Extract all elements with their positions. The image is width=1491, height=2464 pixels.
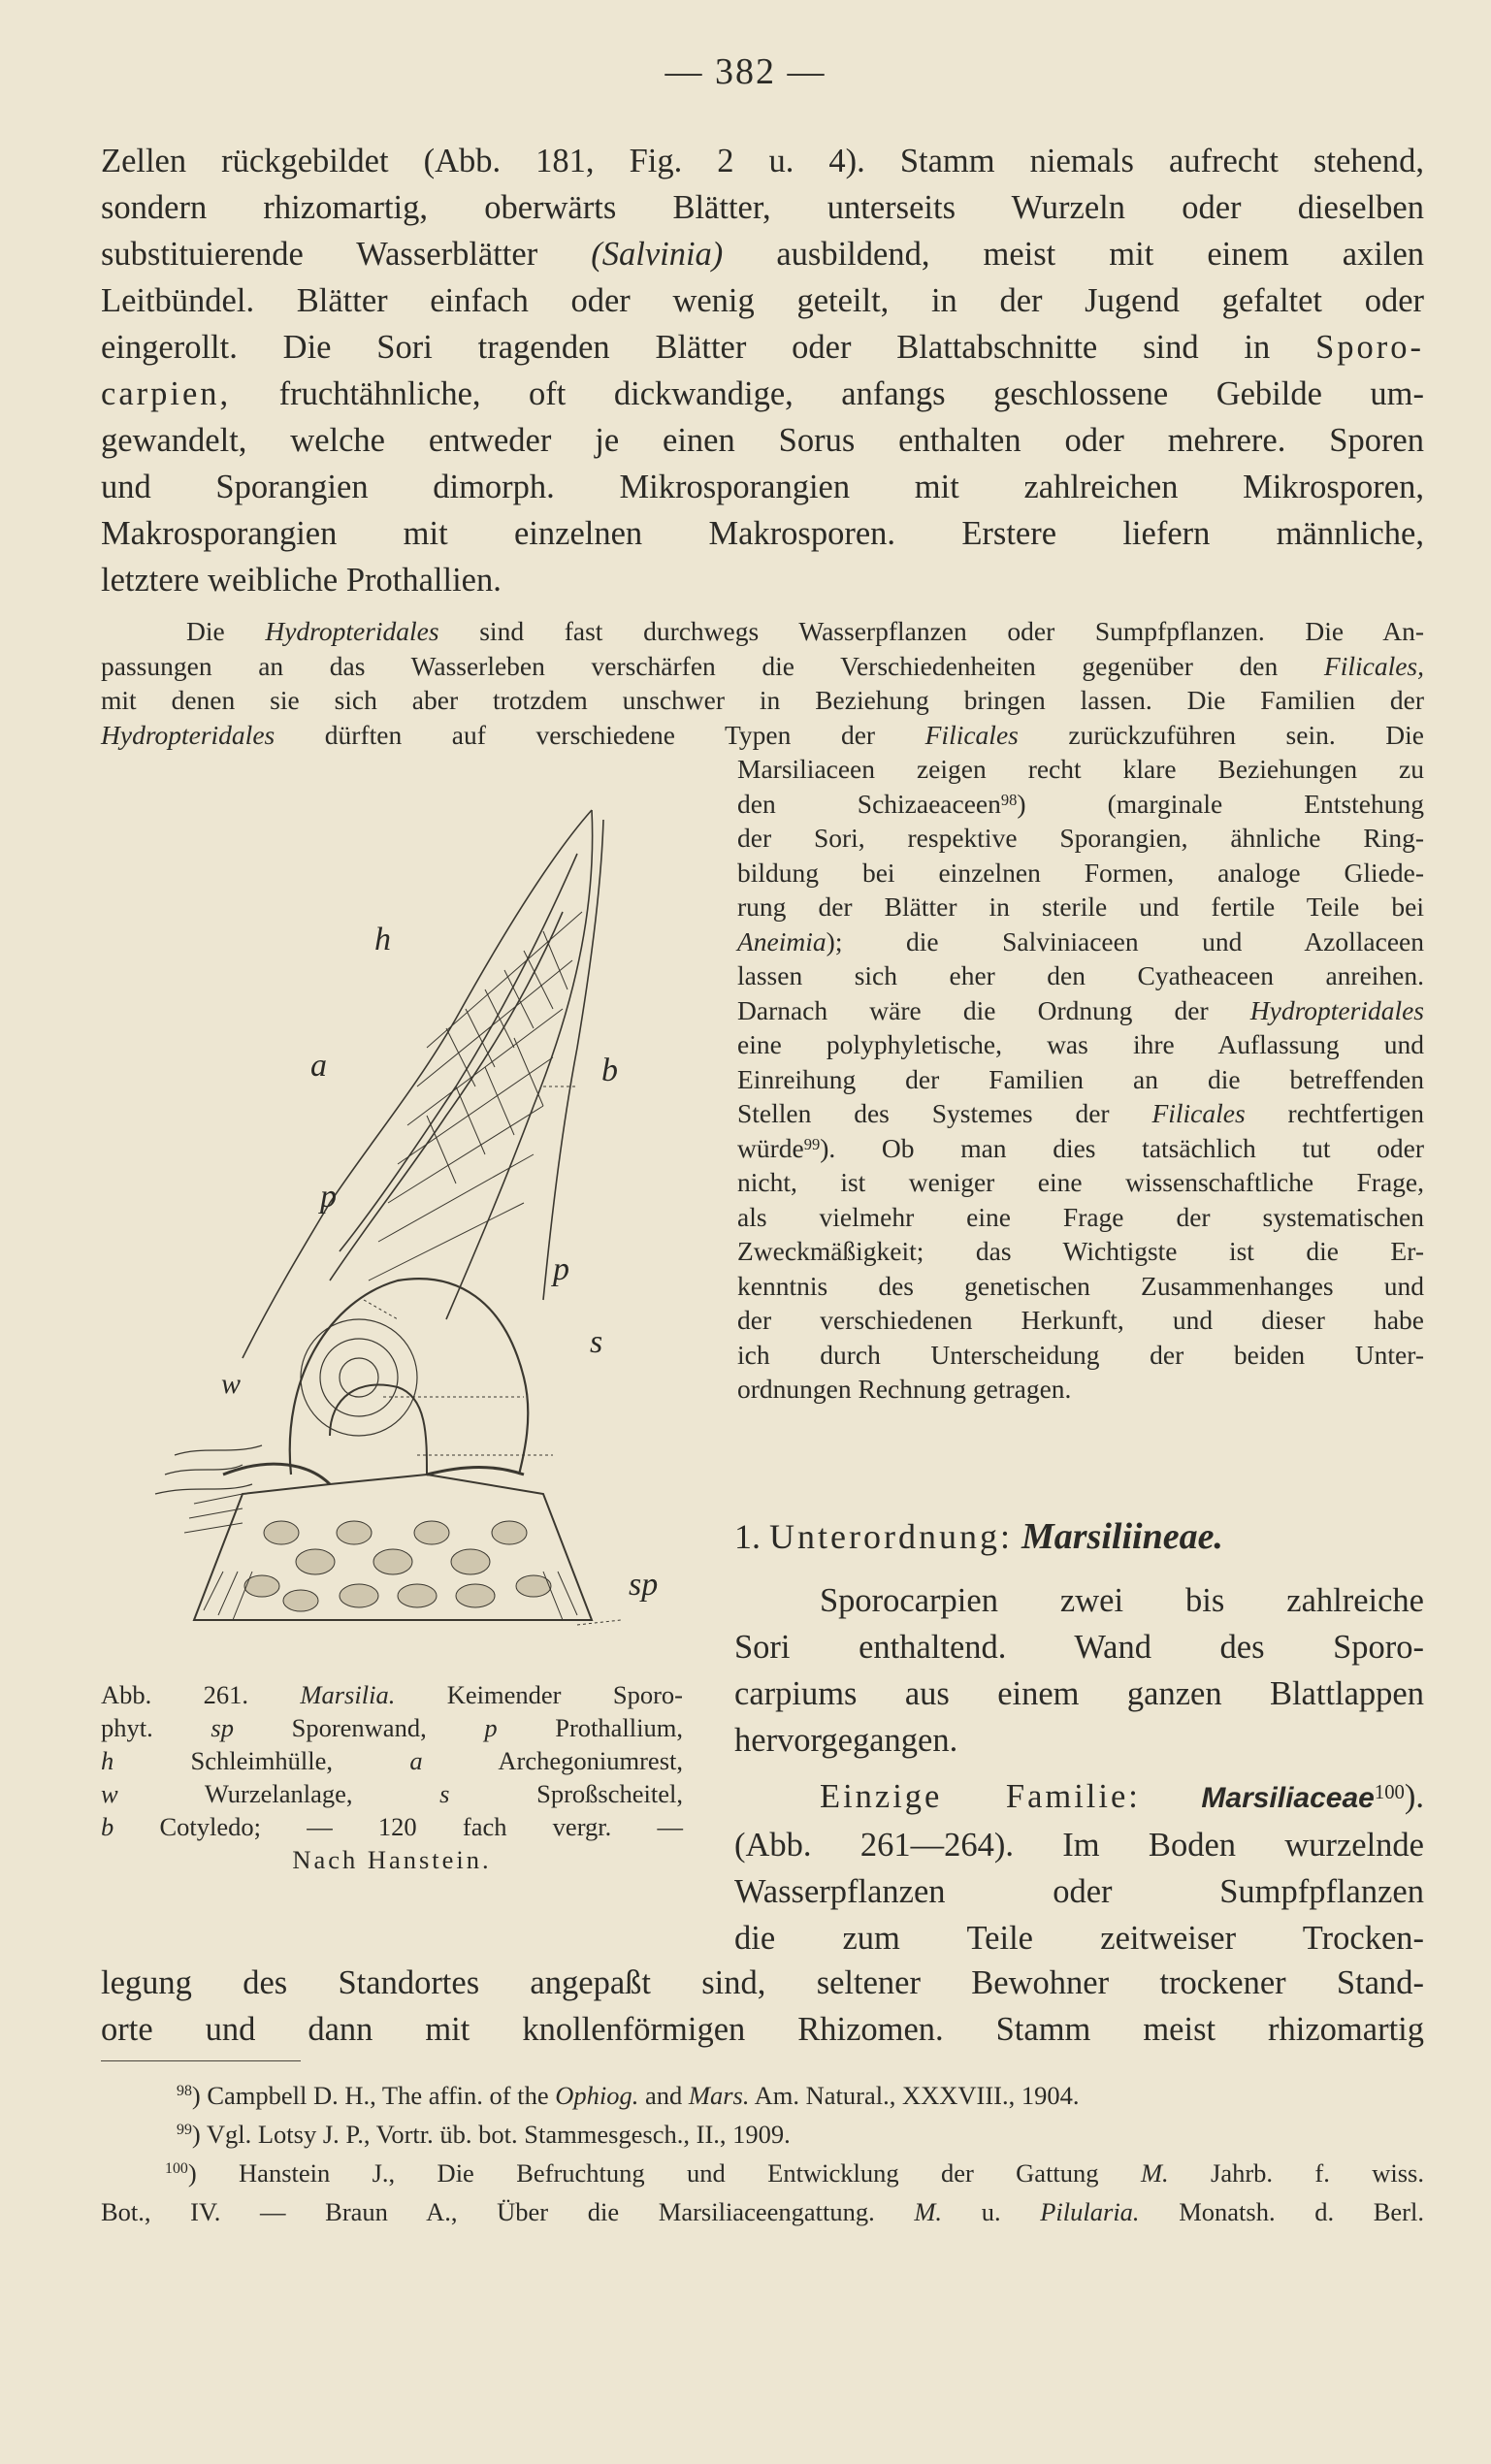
text-line: substituierende Wasserblätter (Salvinia) ausbildend, meist mit einem axilen (101, 236, 1425, 273)
footnote-100: $^{100}$) Hanstein J., Die Befruchtung und Entwicklung der Gattung M. Jahrb. f. wiss. (165, 2158, 1424, 2188)
figure-marsilia-sporophyte (136, 795, 679, 1639)
caption-line: phyt. sp Sporenwand, p Prothallium, (101, 1713, 683, 1742)
text-line: gewandelt, welche entweder je einen Sorus enthalten oder mehrere. Sporen (101, 422, 1424, 459)
small-line: rung der Blätter in sterile und fertile Teile bei (737, 892, 1424, 922)
small-line: eine polyphyletische, was ihre Auflassung und (737, 1029, 1424, 1059)
figure-caption (101, 1678, 683, 1876)
label-p-left: p (320, 1179, 337, 1215)
label-sp: sp (629, 1567, 659, 1603)
small-line: passungen an das Wasserleben verschärfen die Verschiedenheiten gegenüber den Filicales, (101, 650, 1424, 681)
small-line: ich durch Unterscheidung der beiden Unter- (737, 1339, 1424, 1370)
text-line: und Sporangien dimorph. Mikrosporangien mit zahlreichen Mikrosporen, (101, 469, 1424, 505)
footnote-99: $^{99}$) Vgl. Lotsy J. P., Vortr. üb. bot. Stammesgesch., II., 1909. (177, 2120, 791, 2149)
text-line: Sori enthaltend. Wand des Sporo- (734, 1629, 1424, 1666)
small-line: Marsiliaceen zeigen recht klare Beziehungen zu (737, 754, 1424, 784)
text-line: carpiums aus einem ganzen Blattlappen (734, 1675, 1424, 1712)
text-line: eingerollt. Die Sori tragenden Blätter oder Blattabschnitte sind in Sporo- (101, 329, 1424, 366)
small-line: als vielmehr eine Frage der systematischen (737, 1201, 1424, 1232)
section-heading: 1. Unterordnung: Marsiliineae. (734, 1516, 1223, 1557)
marsilia-illustration (136, 795, 679, 1639)
text-line: Makrosporangien mit einzelnen Makrosporen. Erstere liefern männliche, (101, 515, 1424, 552)
section-right-column (734, 1513, 1424, 1961)
text-line: die zum Teile zeitweiser Trocken- (734, 1920, 1424, 1957)
small-line: Aneimia); die Salviniaceen und Azollaceen (737, 925, 1424, 956)
label-a: a (310, 1048, 327, 1084)
small-line: Darnach wäre die Ordnung der Hydropteridales (737, 994, 1424, 1025)
small-line: Hydropteridales dürften auf verschiedene Typen der Filicales zurückzuführen sein. Die (101, 719, 1424, 750)
small-paragraph (101, 614, 1424, 752)
small-line: Die Hydropteridales sind fast durchwegs Wasserpflanzen oder Sumpfpflanzen. Die An- (186, 616, 1424, 646)
caption-line: Abb. 261. Marsilia. Keimender Sporo- (101, 1680, 683, 1709)
cotyledon-outline (243, 810, 592, 1358)
label-w: w (221, 1368, 242, 1400)
small-line: der Sori, respektive Sporangien, ähnliche Ring- (737, 823, 1424, 853)
text-line: orte und dann mit knollenförmigen Rhizomen. Stamm meist rhizomartig (101, 2011, 1424, 2048)
caption-line: b Cotyledo; — 120 fach vergr. — (101, 1812, 683, 1841)
footnotes (101, 2076, 1424, 2231)
text-line: Sporocarpien zwei bis zahlreiche (820, 1582, 1424, 1619)
cotyledon-edge (543, 820, 603, 1300)
small-line: der verschiedenen Herkunft, und dieser habe (737, 1305, 1424, 1335)
text-line: Zellen rückgebildet (Abb. 181, Fig. 2 u. 4). Stamm niemals aufrecht stehend, (101, 143, 1424, 179)
text-line: Leitbündel. Blätter einfach oder wenig geteilt, in der Jugend gefaltet oder (101, 282, 1424, 319)
footnote-100-cont: Bot., IV. — Braun A., Über die Marsiliaceengattung. M. u. Pilularia. Monatsh. d. Berl. (101, 2197, 1424, 2226)
small-line: würde$^{99}$). Ob man dies tatsächlich tut oder (737, 1132, 1424, 1163)
footnote-rule (101, 2060, 301, 2061)
small-line: bildung bei einzelnen Formen, analoge Gliede- (737, 857, 1424, 888)
body-paragraph-bottom (101, 1960, 1424, 2053)
label-p-right: p (553, 1251, 569, 1287)
text-line: hervorgegangen. (734, 1722, 958, 1759)
text-line: sondern rhizomartig, oberwärts Blätter, unterseits Wurzeln oder dieselben (101, 189, 1424, 226)
caption-line: Nach Hanstein. (292, 1845, 492, 1874)
caption-line: w Wurzelanlage, s Sproßscheitel, (101, 1779, 683, 1808)
label-b: b (601, 1053, 618, 1088)
small-line: mit denen sie sich aber trotzdem unschwer in Beziehung bringen lassen. Die Familien der (101, 685, 1424, 715)
small-line: Zweckmäßigkeit; das Wichtigste ist die Er- (737, 1236, 1424, 1266)
text-line: (Abb. 261—264). Im Boden wurzelnde (734, 1827, 1424, 1864)
small-line: Stellen des Systemes der Filicales rechtfertigen (737, 1098, 1425, 1128)
small-line: lassen sich eher den Cyatheaceen anreihen. (737, 960, 1424, 990)
small-right-column (737, 752, 1424, 1407)
small-line: nicht, ist weniger eine wissenschaftliche Frage, (737, 1167, 1424, 1197)
text-line: Wasserpflanzen oder Sumpfpflanzen (734, 1873, 1424, 1910)
caption-line: h Schleimhülle, a Archegoniumrest, (101, 1746, 683, 1775)
text-line: legung des Standortes angepaßt sind, seltener Bewohner trockener Stand- (101, 1964, 1424, 2001)
small-line: ordnungen Rechnung getragen. (737, 1374, 1072, 1404)
family-line: Einzige Familie: Marsiliaceae$^{100}$). (820, 1778, 1425, 1815)
text-line: letztere weibliche Prothallien. (101, 562, 502, 599)
small-line: Einreihung der Familien an die betreffenden (737, 1063, 1424, 1094)
page-number: — 382 — (664, 51, 827, 92)
body-paragraph-top (101, 138, 1424, 603)
label-h: h (374, 922, 391, 957)
small-line: kenntnis des genetischen Zusammenhanges und (737, 1270, 1424, 1301)
text-line: carpien, fruchtähnliche, oft dickwandige, anfangs geschlossene Gebilde um- (101, 375, 1424, 412)
footnote-98: $^{98}$) Campbell D. H., The affin. of the Ophiog. and Mars. Am. Natural., XXXVIII., 1904. (177, 2081, 1080, 2110)
label-s: s (590, 1324, 603, 1360)
small-line: den Schizaeaceen$^{98}$) (marginale Entstehung (737, 788, 1424, 819)
